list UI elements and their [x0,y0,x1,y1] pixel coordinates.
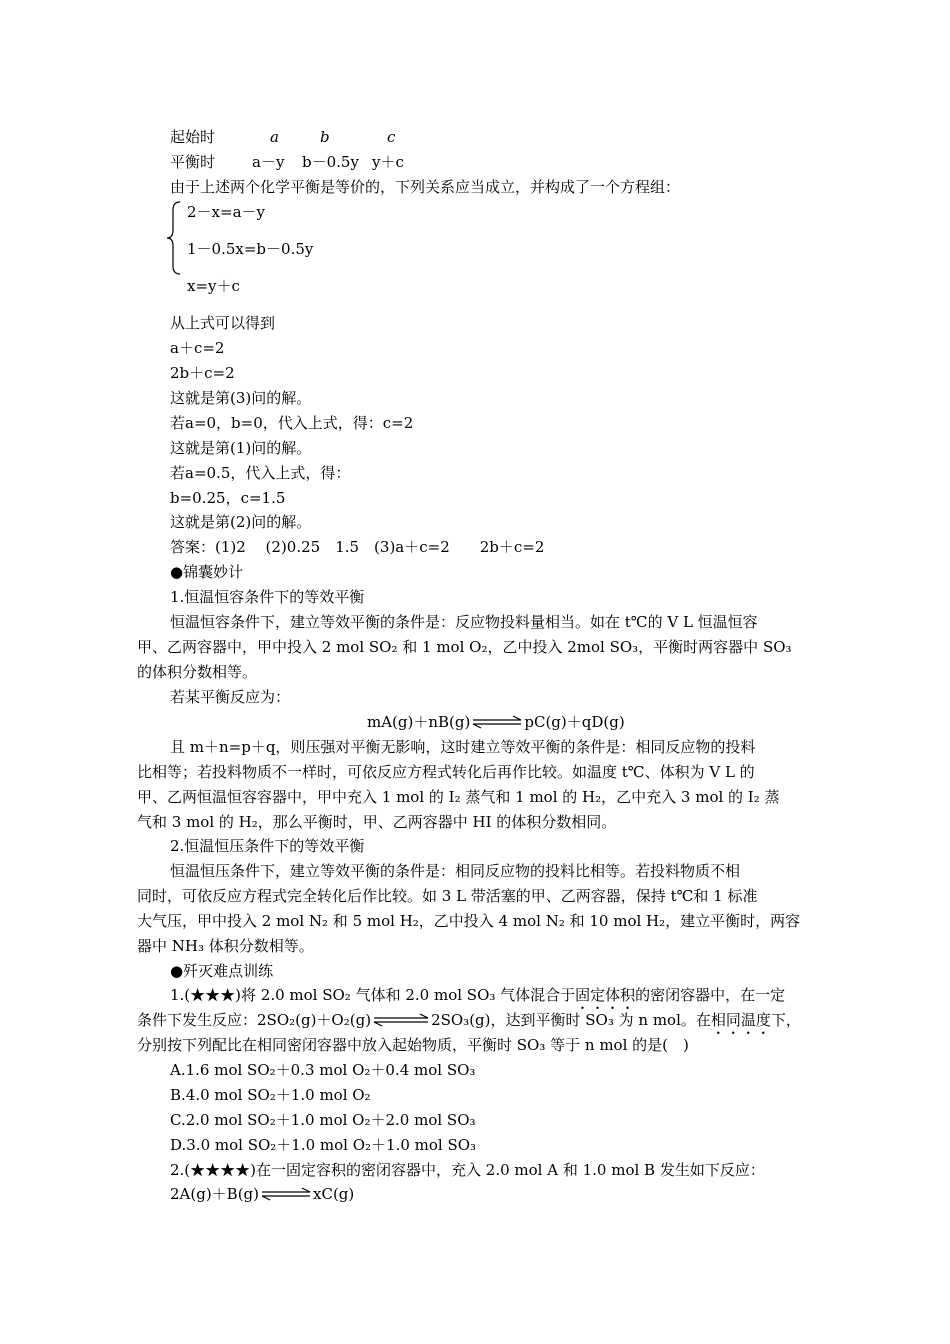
question-2-line: 2.(★★★★)在一固定容积的密闭容器中，充入 2.0 mol A 和 1.0 mol B 发生如下反应： [170,1161,765,1179]
question-1-text: 2SO₃(g)，达到平衡时 SO₃ 为 n mol。在 [431,1011,711,1029]
section-2-para-line: 大气压，甲中投入 2 mol N₂ 和 5 mol H₂，乙中投入 4 mol N₂ 和 10 mol H₂，建立平衡时，两容 [137,912,801,930]
question-1-emphasis: 相同温度 [710,1011,771,1029]
section-1-lead: 若某平衡反应为： [170,688,291,706]
row-eq-label: 平衡时 [170,153,216,171]
section-2-title: 2.恒温恒压条件下的等效平衡 [170,837,365,855]
row-eq-b: b－0.5y [302,153,359,171]
section-1-para-line: 比相等；若投料物质不一样时，可依反应方程式转化后再作比较。如温度 t℃、体积为 V L 的 [137,763,755,781]
section-1-para-line: 气和 3 mol 的 H₂，那么平衡时，甲、乙两容器中 HI 的体积分数相同。 [137,813,617,831]
derivation-line: 这就是第(2)问的解。 [170,513,312,531]
section-1-para-line: 且 m＋n=p＋q，则压强对平衡无影响，这时建立等效平衡的条件是：相同反应物的投料 [170,738,756,756]
derivation-line: 若a=0.5，代入上式，得： [170,464,351,482]
row-start-b: b [320,128,330,146]
system-eq-3: x=y＋c [187,277,240,295]
equilibrium-arrow-icon [260,1187,312,1201]
derivation-line: 2b＋c=2 [170,364,235,382]
left-brace-icon [166,200,184,276]
question-1-text: 下， [770,1011,801,1029]
option-b: B.4.0 mol SO₂＋1.0 mol O₂ [170,1086,371,1104]
derivation-line: 从上式可以得到 [170,314,276,332]
section-2-para-line: 恒温恒压条件下，建立等效平衡的条件是：相同反应物的投料比相等。若投料物质不相 [170,862,741,880]
question-1-line [137,1010,801,1030]
answer-line: 答案：(1)2 (2)0.25 1.5 (3)a＋c=2 2b＋c=2 [170,538,545,556]
general-equation [367,712,625,732]
question-1-line [170,985,785,1005]
option-c: C.2.0 mol SO₂＋1.0 mol O₂＋2.0 mol SO₃ [170,1111,476,1129]
section-1-para-line: 恒温恒容条件下，建立等效平衡的条件是：反应物投料量相当。如在 t℃的 V L 恒温恒容 [170,613,758,631]
system-eq-2: 1－0.5x=b－0.5y [187,240,314,258]
section-1-para-line: 甲、乙两容器中，甲中投入 2 mol SO₂ 和 1 mol O₂，乙中投入 2mol SO₃，平衡时两容器中 SO₃ [137,638,792,656]
derivation-line: 若a=0，b=0，代入上式，得：c=2 [170,414,414,432]
section-1-para-line: 甲、乙两恒温恒容容器中，甲中充入 1 mol 的 I₂ 蒸气和 1 mol 的 H₂，乙中充入 3 mol 的 I₂ 蒸 [137,788,780,806]
derivation-line: 这就是第(1)问的解。 [170,439,312,457]
question-1-line: 分别按下列配比在相同密闭容器中放入起始物质，平衡时 SO₃ 等于 n mol 的是( ) [137,1036,689,1054]
equation-left: mA(g)＋nB(g) [367,713,471,731]
question-1-text: 条件下发生反应：2SO₂(g)＋O₂(g) [137,1011,372,1029]
equilibrium-arrow-icon [372,1013,430,1027]
derivation-line: 这就是第(3)问的解。 [170,389,312,407]
derivation-line: b=0.25，c=1.5 [170,489,286,507]
question-1-text: 1.(★★★)将 2.0 mol SO₂ 气体和 2.0 mol SO₃ 气体混合于 [170,986,576,1004]
section-1-title: 1.恒温恒容条件下的等效平衡 [170,588,365,606]
derivation-line: a＋c=2 [170,339,225,357]
row-start-a: a [270,128,279,146]
row-eq-a: a－y [252,153,285,171]
question-2-equation [170,1184,354,1204]
option-a: A.1.6 mol SO₂＋0.3 mol O₂＋0.4 mol SO₃ [170,1061,476,1079]
tips-heading: ●锦囊妙计 [170,563,244,581]
row-eq-c: y＋c [372,153,404,171]
section-2-para-line: 器中 NH₃ 体积分数相等。 [137,937,314,955]
system-eq-1: 2－x=a－y [187,203,265,221]
section-1-para-line: 的体积分数相等。 [137,663,258,681]
row-start-label: 起始时 [170,128,216,146]
equation-left: 2A(g)＋B(g) [170,1185,260,1203]
equilibrium-arrow-icon [471,715,523,729]
option-d: D.3.0 mol SO₂＋1.0 mol O₂＋1.0 mol SO₃ [170,1136,477,1154]
question-1-text: 的密闭容器中，在一定 [635,986,786,1004]
system-intro: 由于上述两个化学平衡是等价的，下列关系应当成立，并构成了一个方程组： [170,178,681,196]
drills-heading: ●歼灭难点训练 [170,962,274,980]
equation-right: xC(g) [313,1185,355,1203]
equation-right: pC(g)＋qD(g) [524,713,625,731]
row-start-c: c [387,128,396,146]
question-1-emphasis: 固定体积 [575,986,636,1004]
section-2-para-line: 同时，可依反应方程式完全转化后作比较。如 3 L 带活塞的甲、乙两容器，保持 t℃和 1 标准 [137,887,758,905]
